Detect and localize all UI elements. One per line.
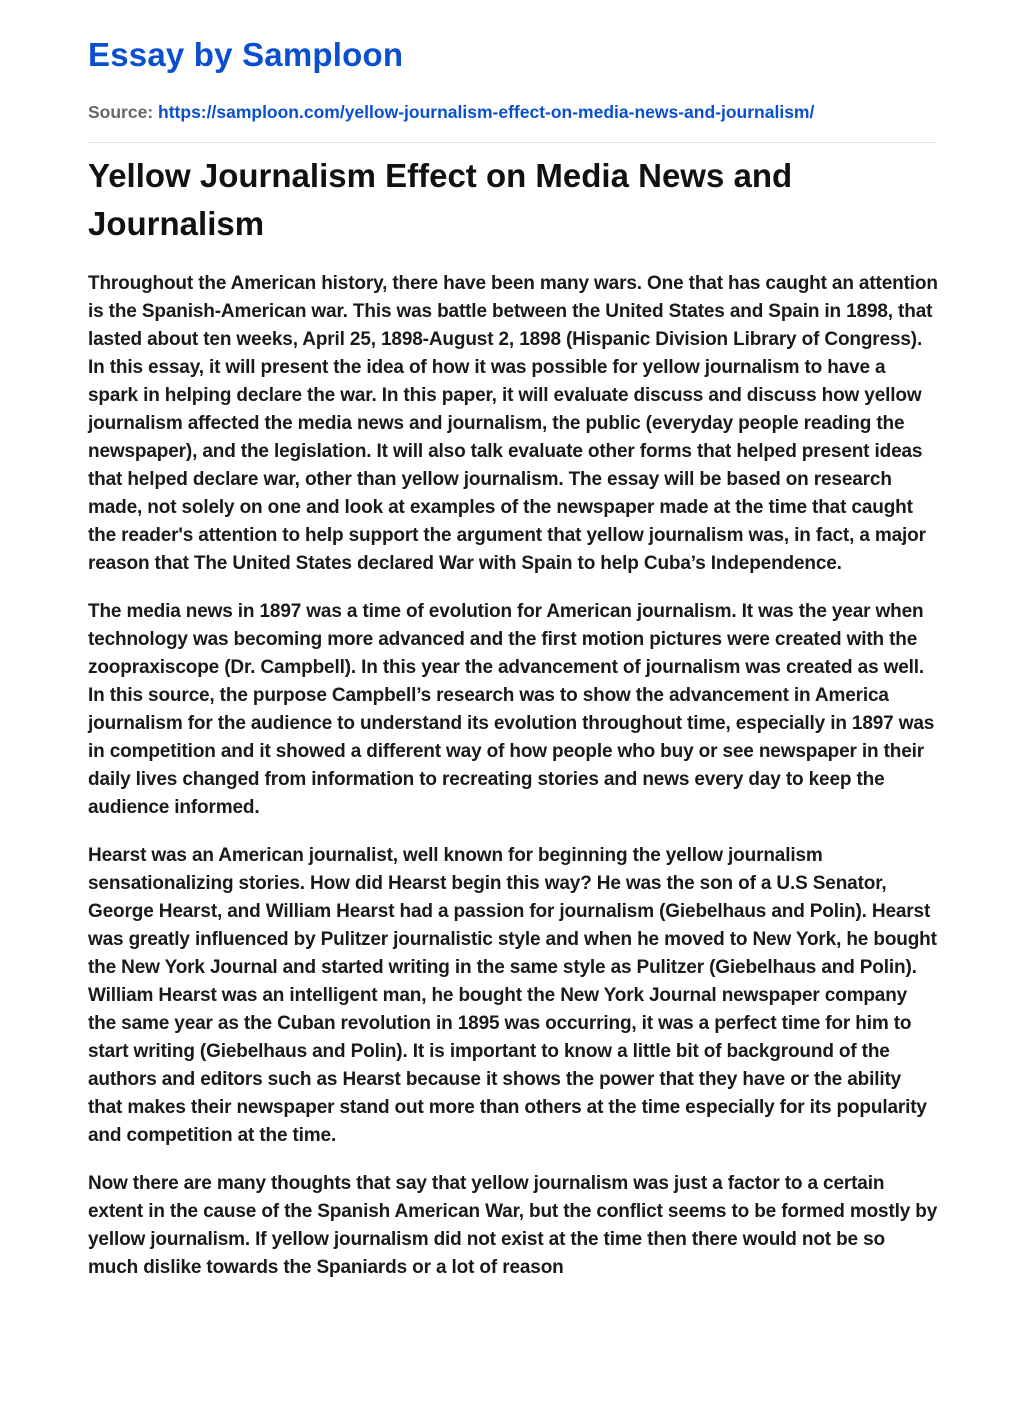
- source-line: [88, 102, 814, 123]
- paragraph: The media news in 1897 was a time of evolution for American journalism. It was the year when technology was becoming more advanced and the first motion pictures were created with the zoopraxiscope (Dr. Campbell). In this year the advancement of journalism was created as well. In this source, the purpose Campbell’s research was to show the advancement in America journalism for the audience to understand its evolution throughout time, especially in 1897 was in competition and it showed a different way of how people who buy or see newspaper in their daily lives changed from information to recreating stories and news every day to keep the audience informed.: [88, 601, 935, 818]
- paragraph: Now there are many thoughts that say that yellow journalism was just a factor to a certain extent in the cause of the Spanish American War, but the conflict seems to be formed mostly by yellow journalism. If yellow journalism did not exist at the time then there would not be so much dislike towards the Spaniards or a lot of reason: [88, 1173, 938, 1278]
- essay-body: [88, 270, 940, 1302]
- paragraph: Throughout the American history, there have been many wars. One that has caught an attention is the Spanish-American war. This was battle between the United States and Spain in 1898, that lasted about ten weeks, April 25, 1898-August 2, 1898 (Hispanic Division Library of Congress). In this essay, it will present the idea of how it was possible for yellow journalism to have a spark in helping declare the war. In this paper, it will evaluate discuss and discuss how yellow journalism affected the media news and journalism, the public (everyday people reading the newspaper), and the legislation. It will also talk evaluate other forms that helped present ideas that helped declare war, other than yellow journalism. The essay will be based on research made, not solely on one and look at examples of the newspaper made at the time that caught the reader's attention to help support the argument that yellow journalism was, in fact, a major reason that The United States declared War with Spain to help Cuba’s Independence.: [88, 273, 938, 574]
- paragraph: Hearst was an American journalist, well known for beginning the yellow journalism sensationalizing stories. How did Hearst begin this way? He was the son of a U.S Senator, George Hearst, and William Hearst had a passion for journalism (Giebelhaus and Polin). Hearst was greatly influenced by Pulitzer journalistic style and when he moved to New York, he bought the New York Journal and started writing in the same style as Pulitzer (Giebelhaus and Polin). William Hearst was an intelligent man, he bought the New York Journal newspaper company the same year as the Cuban revolution in 1895 was occurring, it was a perfect time for him to start writing (Giebelhaus and Polin). It is important to know a little bit of background of the authors and editors such as Hearst because it shows the power that they have or the ability that makes their newspaper stand out more than others at the time especially for its popularity and competition at the time.: [88, 845, 937, 1146]
- divider: [88, 142, 936, 143]
- source-link[interactable]: https://samploon.com/yellow-journalism-effect-on-media-news-and-journalism/: [158, 102, 815, 122]
- essay-title: Yellow Journalism Effect on Media News and Journalism: [88, 157, 793, 242]
- source-label: Source:: [88, 102, 154, 122]
- site-brand[interactable]: Essay by Samploon: [88, 36, 404, 73]
